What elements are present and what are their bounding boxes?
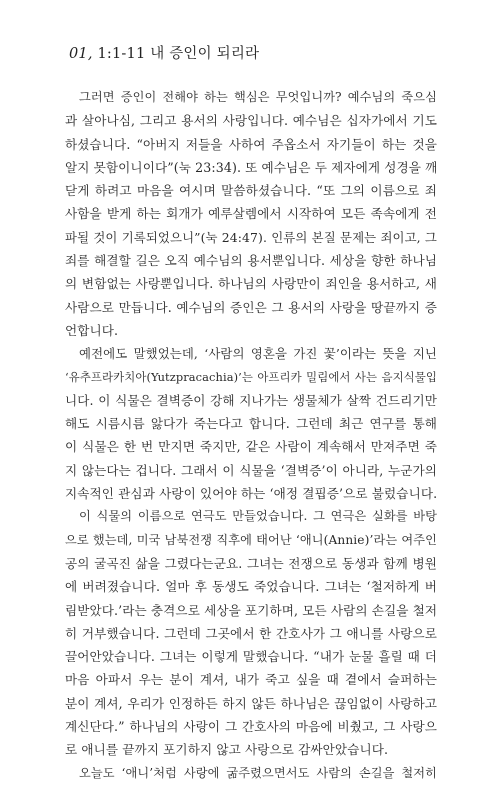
text-line: 이 식물은 한 번 만지면 죽지만, 같은 사람이 계속해서 만져주면 죽 bbox=[65, 439, 437, 455]
text-line: 언합니다. bbox=[65, 322, 119, 338]
text-line: 알지 못함이니이다”(눅 23:34). 또 예수님은 두 제자에게 성경을 깨 bbox=[65, 159, 438, 175]
body-text bbox=[65, 86, 437, 785]
text-line: 니다. 이 식물은 결벽증이 강해 지나가는 생물체가 살짝 건드리기만 bbox=[65, 392, 437, 408]
text-line: 의 변함없는 사랑뿐입니다. 하나님의 사랑만이 죄인을 용서하고, 새 bbox=[65, 276, 437, 292]
text-line: 하셨습니다. “아버지 저들을 사하여 주옵소서 자기들이 하는 것을 bbox=[65, 136, 437, 152]
text-line: 과 살아나심, 그리고 용서의 사랑입니다. 예수님은 십자가에서 기도 bbox=[65, 113, 437, 129]
text-line: 해도 시름시름 앓다가 죽는다고 합니다. 그런데 최근 연구를 통해 bbox=[65, 416, 437, 432]
text-line: 계신단다.” 하나님의 사랑이 그 간호사의 마음에 비췄고, 그 사랑으 bbox=[65, 719, 437, 735]
text-line: 이 식물의 이름으로 연극도 만들었습니다. 그 연극은 실화를 바탕 bbox=[79, 509, 437, 524]
text-line: 파될 것이 기록되었으니”(눅 24:47). 인류의 본질 문제는 죄이고, 그 bbox=[65, 229, 437, 245]
text-line: 로 애니를 끝까지 포기하지 않고 사랑으로 감싸안았습니다. bbox=[65, 742, 389, 758]
text-line: 공의 굴곡진 삶을 그렸다는군요. 그녀는 전쟁으로 동생과 함께 병원 bbox=[65, 555, 437, 571]
section-title: 내 증인이 되리라 bbox=[150, 46, 260, 62]
section-heading bbox=[69, 42, 259, 63]
text-line: 으로 했는데, 미국 남북전쟁 직후에 태어난 ‘애니(Annie)’라는 여주인 bbox=[65, 532, 437, 547]
text-line: 사람으로 만듭니다. 예수님의 증인은 그 용서의 사랑을 땅끝까지 증 bbox=[65, 299, 437, 315]
text-line: 지 않는다는 겁니다. 그래서 이 식물을 ‘결벽증’이 아니라, 누군가의 bbox=[65, 462, 437, 478]
text-line: 히 거부했습니다. 그런데 그곳에서 한 간호사가 그 애니를 사랑으로 bbox=[65, 625, 437, 641]
scripture-reference: 1:1-11 bbox=[97, 46, 146, 62]
text-line: 끌어안았습니다. 그녀는 이렇게 말했습니다. “내가 눈물 흘릴 때 더 bbox=[65, 649, 437, 665]
text-line: 에 버려졌습니다. 얼마 후 동생도 죽었습니다. 그녀는 ‘철저하게 버 bbox=[65, 579, 437, 595]
text-line: 림받았다.’라는 충격으로 세상을 포기하며, 모든 사람의 손길을 철저 bbox=[65, 602, 438, 618]
text-line: 분이 계셔, 우리가 인정하든 하지 않든 하나님은 끊임없이 사랑하고 bbox=[65, 695, 437, 711]
text-line: 죄를 해결할 길은 오직 예수님의 용서뿐입니다. 세상을 향한 하나님 bbox=[65, 253, 437, 269]
text-line: 마음 아파서 우는 분이 계셔, 내가 죽고 싶을 때 곁에서 슬퍼하는 bbox=[65, 672, 437, 688]
section-number: 01, bbox=[69, 46, 93, 62]
text-line: 닫게 하려고 마음을 여시며 말씀하셨습니다. “또 그의 이름으로 죄 bbox=[65, 183, 437, 199]
text-line: 사함을 받게 하는 회개가 예루살렘에서 시작하여 모든 족속에게 전 bbox=[65, 206, 437, 222]
text-line: 그러면 증인이 전해야 하는 핵심은 무엇입니까? 예수님의 죽으심 bbox=[79, 90, 437, 104]
text-line: 지속적인 관심과 사랑이 있어야 하는 ‘애정 결핍증’으로 불렀습니다. bbox=[65, 486, 438, 502]
text-line: 예전에도 말했었는데, ‘사람의 영혼을 가진 꽃’이라는 뜻을 지닌 bbox=[79, 346, 437, 362]
text-line: ‘유추프라카치아(Yutzpracachia)’는 아프리카 밀림에서 사는 음지식물입 bbox=[65, 369, 437, 384]
text-line: 오늘도 ‘애니’처럼 사랑에 굶주렸으면서도 사람의 손길을 철저히 bbox=[79, 765, 437, 780]
